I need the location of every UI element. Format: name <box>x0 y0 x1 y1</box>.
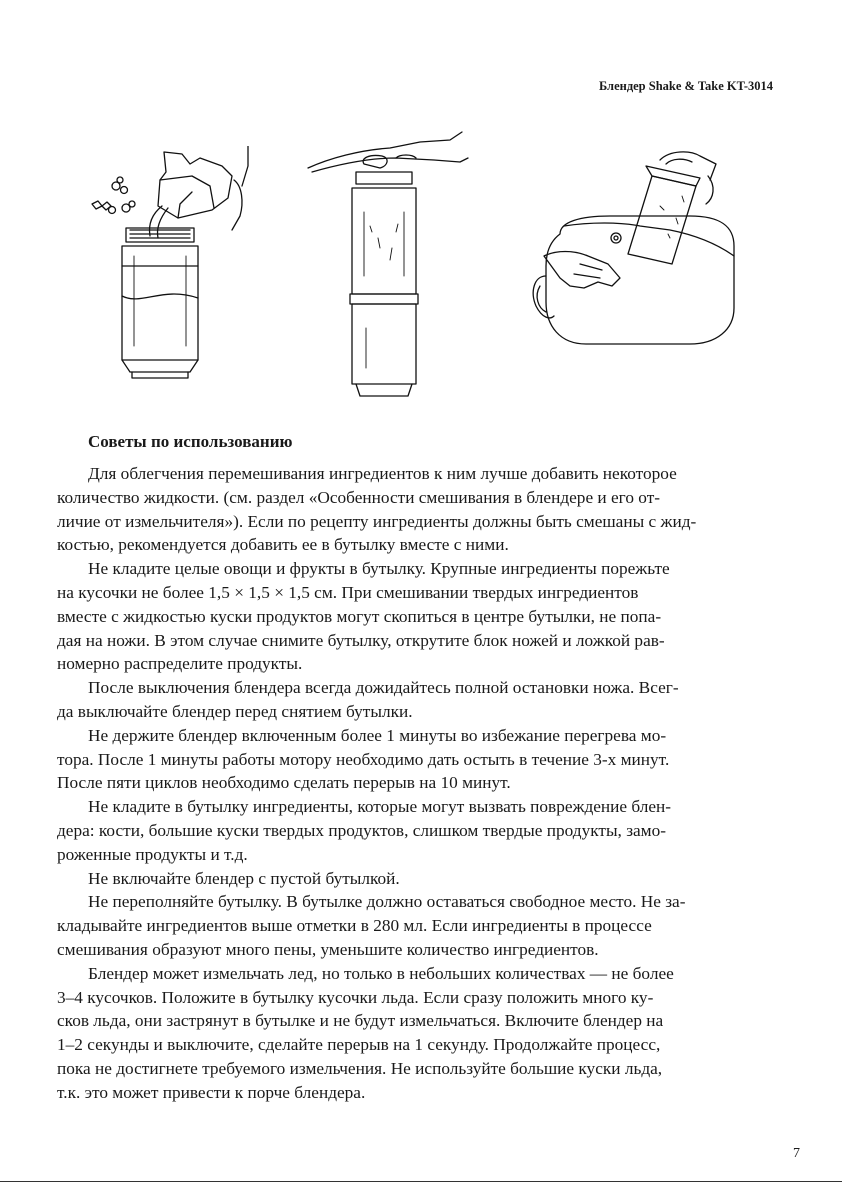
pouring-ingredients-illustration <box>82 146 262 386</box>
text-line: Блендер может измельчать лед, но только в небольших количествах — не более <box>88 963 674 983</box>
text-line: костью, рекомендуется добавить ее в бутылку вместе с ними. <box>57 535 509 555</box>
bottle-in-bag-icon <box>520 146 750 386</box>
text-line: 3–4 кусочков. Положите в бутылку кусочки льда. Если сразу положить много ку- <box>57 987 654 1007</box>
paragraph-overfill <box>57 890 769 961</box>
body-text <box>57 462 769 1105</box>
document-header-title: Блендер Shake & Take KT-3014 <box>598 79 773 93</box>
text-line: личие от измельчителя»). Если по рецепту ингредиенты должны быть смешаны с жид- <box>57 511 697 531</box>
text-line: тора. После 1 минуты работы мотору необходимо дать остыть в течение 3-х минут. <box>57 749 670 769</box>
bag-illustration <box>520 146 750 386</box>
text-line: на кусочки не более 1,5 × 1,5 × 1,5 см. При смешивании твердых ингредиентов <box>57 582 639 602</box>
pressing-bottle-on-motor-base-icon <box>300 128 480 408</box>
paragraph-liquid <box>57 462 769 557</box>
paragraph-ice <box>57 962 769 1105</box>
text-line: Не кладите в бутылку ингредиенты, которые могут вызвать повреждение блен- <box>88 797 672 817</box>
text-line: Не включайте блендер с пустой бутылкой. <box>88 868 400 888</box>
text-line: После пяти циклов необходимо сделать перерыв на 10 минут. <box>57 773 511 793</box>
text-line: Не кладите целые овощи и фрукты в бутылку. Крупные ингредиенты порежьте <box>88 559 670 579</box>
paragraph-switch-off <box>57 676 769 724</box>
text-line: После выключения блендера всегда дожидайтесь полной остановки ножа. Всег- <box>88 678 679 698</box>
text-line: вместе с жидкостью куски продуктов могут скопиться в центре бутылки, не попа- <box>57 606 662 626</box>
text-line: сков льда, они застрянут в бутылке и не будут измельчаться. Включите блендер на <box>57 1011 664 1031</box>
text-line: роженные продукты и т.д. <box>57 844 248 864</box>
text-line: Не переполняйте бутылку. В бутылке должно оставаться свободное место. Не за- <box>88 892 686 912</box>
paragraph-empty-bottle <box>57 867 769 891</box>
text-line: количество жидкости. (см. раздел «Особенности смешивания в блендере и его от- <box>57 487 661 507</box>
text-line: номерно распределите продукты. <box>57 654 303 674</box>
text-line: дая на ножи. В этом случае снимите бутылку, открутите блок ножей и ложкой рав- <box>57 630 665 650</box>
section-heading: Советы по использованию <box>88 432 293 451</box>
text-line: пока не достигнете требуемого измельчения. Не используйте большие куски льда, <box>57 1058 663 1078</box>
text-line: дера: кости, большие куски твердых продуктов, слишком твердые продукты, замо- <box>57 820 667 840</box>
paragraph-hard-ingredients <box>57 795 769 866</box>
text-line: Не держите блендер включенным более 1 минуты во избежание перегрева мо- <box>88 725 667 745</box>
footer-rule <box>0 1181 842 1182</box>
text-line: да выключайте блендер перед снятием бутылки. <box>57 701 413 721</box>
paragraph-duration <box>57 724 769 795</box>
pressing-bottle-illustration <box>300 128 480 408</box>
pouring-ingredients-into-bottle-icon <box>82 146 262 386</box>
text-line: кладывайте ингредиентов выше отметки в 280 мл. Если ингредиенты в процессе <box>57 916 652 936</box>
page-number: 7 <box>793 1146 800 1161</box>
text-line: т.к. это может привести к порче блендера. <box>57 1082 366 1102</box>
text-line: 1–2 секунды и выключите, сделайте перерыв на 1 секунду. Продолжайте процесс, <box>57 1035 661 1055</box>
paragraph-cutting <box>57 557 769 676</box>
text-line: смешивания образуют много пены, уменьшите количество ингредиентов. <box>57 939 599 959</box>
text-line: Для облегчения перемешивания ингредиентов к ним лучше добавить некоторое <box>88 464 677 483</box>
